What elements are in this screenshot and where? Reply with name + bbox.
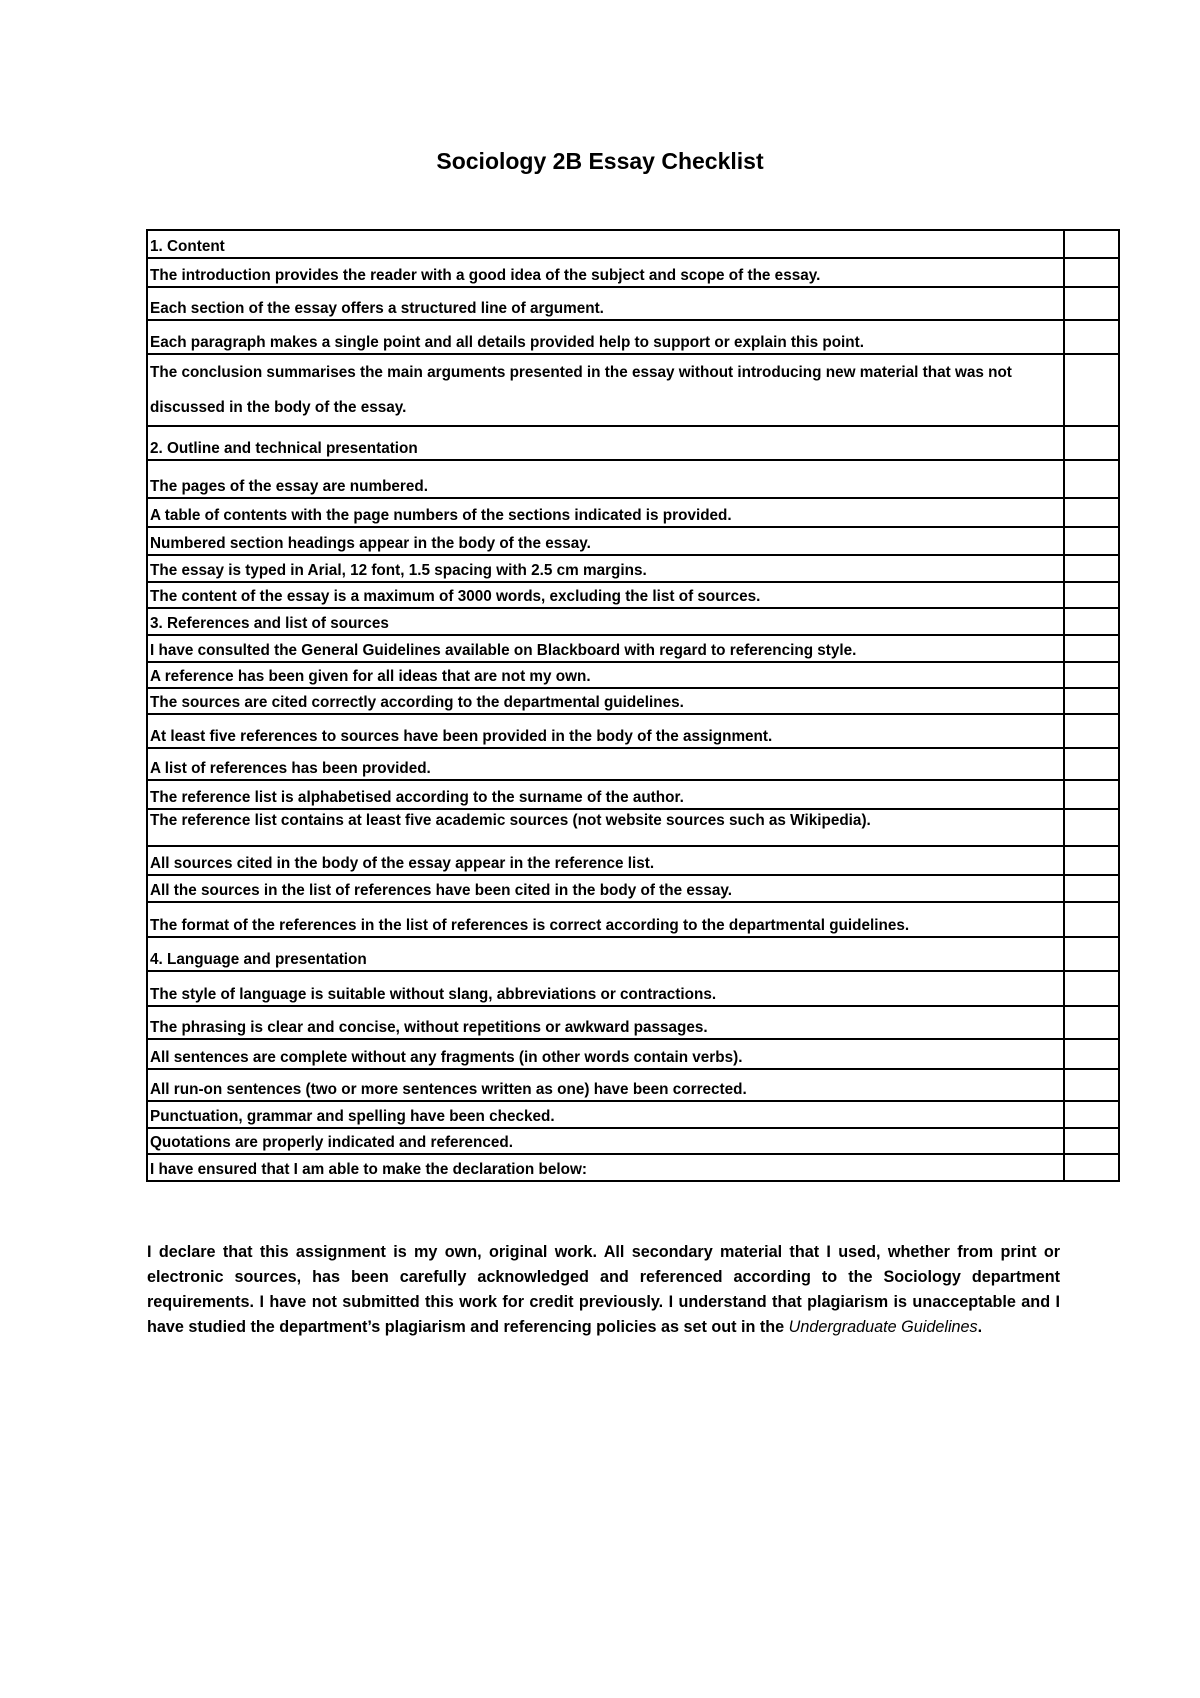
checkbox-cell[interactable] (1064, 1039, 1119, 1069)
checklist-row (147, 1069, 1119, 1101)
checklist-row (147, 635, 1119, 662)
guidelines-title: Undergraduate Guidelines (788, 1318, 978, 1336)
row-text: 3. References and list of sources (147, 608, 1064, 635)
checkbox-cell[interactable] (1064, 1069, 1119, 1101)
row-text: Quotations are properly indicated and referenced. (147, 1128, 1064, 1154)
checklist-row (147, 688, 1119, 714)
declaration-end: . (977, 1318, 983, 1336)
checkbox-cell[interactable] (1064, 320, 1119, 354)
checkbox-cell[interactable] (1064, 875, 1119, 902)
checklist-row (147, 460, 1119, 498)
row-text: Each section of the essay offers a structured line of argument. (147, 287, 1064, 320)
checkbox-cell[interactable] (1064, 555, 1119, 582)
checkbox-cell[interactable] (1064, 748, 1119, 780)
declaration-text: I declare that this assignment is my own, original work. All secondary material that I used, whether from print or electronic sources, has been carefully acknowledged and referenced according to the Sociology department requirements. I have not submitted this work for credit previously. I understand that plagiarism is unacceptable and I have studied the department’s plagiarism and referencing policies as set out in the (147, 1243, 1060, 1336)
checkbox-cell[interactable] (1064, 527, 1119, 555)
checklist-row (147, 1101, 1119, 1128)
checkbox-cell[interactable] (1064, 460, 1119, 498)
checkbox-cell[interactable] (1064, 688, 1119, 714)
row-text: 4. Language and presentation (147, 937, 1064, 971)
checklist-row (147, 748, 1119, 780)
row-text: I have ensured that I am able to make the declaration below: (147, 1154, 1064, 1181)
row-text: The sources are cited correctly according to the departmental guidelines. (147, 688, 1064, 714)
row-text: The content of the essay is a maximum of 3000 words, excluding the list of sources. (147, 582, 1064, 608)
checkbox-cell[interactable] (1064, 1154, 1119, 1181)
checkbox-cell[interactable] (1064, 937, 1119, 971)
checklist-row (147, 780, 1119, 809)
checklist-row (147, 287, 1119, 320)
row-text: The format of the references in the list of references is correct according to the departmental guidelines. (147, 902, 1064, 937)
section-heading-row (147, 608, 1119, 635)
checkbox-cell[interactable] (1064, 582, 1119, 608)
checklist-row (147, 258, 1119, 287)
row-text: 2. Outline and technical presentation (147, 426, 1064, 460)
checklist-row (147, 714, 1119, 748)
document-title: Sociology 2B Essay Checklist (436, 148, 764, 174)
row-text: All run-on sentences (two or more sentences written as one) have been corrected. (147, 1069, 1064, 1101)
checkbox-cell[interactable] (1064, 258, 1119, 287)
checklist-row (147, 582, 1119, 608)
checklist-row (147, 971, 1119, 1006)
row-text: A table of contents with the page numbers of the sections indicated is provided. (147, 498, 1064, 527)
section-heading-row (147, 230, 1119, 258)
checklist-row (147, 809, 1119, 846)
row-text: Numbered section headings appear in the body of the essay. (147, 527, 1064, 555)
checklist-row (147, 902, 1119, 937)
checkbox-cell[interactable] (1064, 902, 1119, 937)
checkbox-cell[interactable] (1064, 426, 1119, 460)
row-text: The reference list is alphabetised according to the surname of the author. (147, 780, 1064, 809)
section-heading-row (147, 426, 1119, 460)
checkbox-cell[interactable] (1064, 1101, 1119, 1128)
checkbox-cell[interactable] (1064, 780, 1119, 809)
checkbox-cell[interactable] (1064, 287, 1119, 320)
row-text: At least five references to sources have been provided in the body of the assignment. (147, 714, 1064, 748)
checkbox-cell[interactable] (1064, 1128, 1119, 1154)
checklist-row (147, 320, 1119, 354)
checklist-row (147, 498, 1119, 527)
checklist-row (147, 662, 1119, 688)
row-text: The phrasing is clear and concise, without repetitions or awkward passages. (147, 1006, 1064, 1039)
checklist-row (147, 846, 1119, 875)
row-text: Each paragraph makes a single point and all details provided help to support or explain this point. (147, 320, 1064, 354)
checklist-row (147, 555, 1119, 582)
section-heading-row (147, 937, 1119, 971)
checklist-row (147, 1128, 1119, 1154)
row-text: The introduction provides the reader with a good idea of the subject and scope of the essay. (147, 258, 1064, 287)
row-text: 1. Content (147, 230, 1064, 258)
row-text: The essay is typed in Arial, 12 font, 1.5 spacing with 2.5 cm margins. (147, 555, 1064, 582)
checklist-row (147, 1154, 1119, 1181)
checklist-row (147, 875, 1119, 902)
checkbox-cell[interactable] (1064, 809, 1119, 846)
checklist-row (147, 1039, 1119, 1069)
checklist-row (147, 527, 1119, 555)
row-text: The style of language is suitable without slang, abbreviations or contractions. (147, 971, 1064, 1006)
row-text: I have consulted the General Guidelines available on Blackboard with regard to referencing style. (147, 635, 1064, 662)
row-text: The conclusion summarises the main arguments presented in the essay without introducing new material that was not discussed in the body of the essay. (147, 354, 1064, 426)
checkbox-cell[interactable] (1064, 230, 1119, 258)
row-text: Punctuation, grammar and spelling have been checked. (147, 1101, 1064, 1128)
row-text: All the sources in the list of references have been cited in the body of the essay. (147, 875, 1064, 902)
checkbox-cell[interactable] (1064, 846, 1119, 875)
checklist-row (147, 354, 1119, 426)
checkbox-cell[interactable] (1064, 971, 1119, 1006)
checkbox-cell[interactable] (1064, 662, 1119, 688)
row-text: The pages of the essay are numbered. (147, 460, 1064, 498)
checklist-row (147, 1006, 1119, 1039)
row-text: A list of references has been provided. (147, 748, 1064, 780)
checkbox-cell[interactable] (1064, 608, 1119, 635)
row-text: A reference has been given for all ideas that are not my own. (147, 662, 1064, 688)
row-text: All sentences are complete without any fragments (in other words contain verbs). (147, 1039, 1064, 1069)
checkbox-cell[interactable] (1064, 1006, 1119, 1039)
checkbox-cell[interactable] (1064, 714, 1119, 748)
row-text: All sources cited in the body of the essay appear in the reference list. (147, 846, 1064, 875)
checkbox-cell[interactable] (1064, 498, 1119, 527)
checkbox-cell[interactable] (1064, 354, 1119, 426)
row-text: The reference list contains at least five academic sources (not website sources such as Wikipedia). (147, 809, 1064, 846)
declaration-paragraph (147, 1240, 1060, 1340)
checkbox-cell[interactable] (1064, 635, 1119, 662)
checklist-table (146, 229, 1120, 1182)
